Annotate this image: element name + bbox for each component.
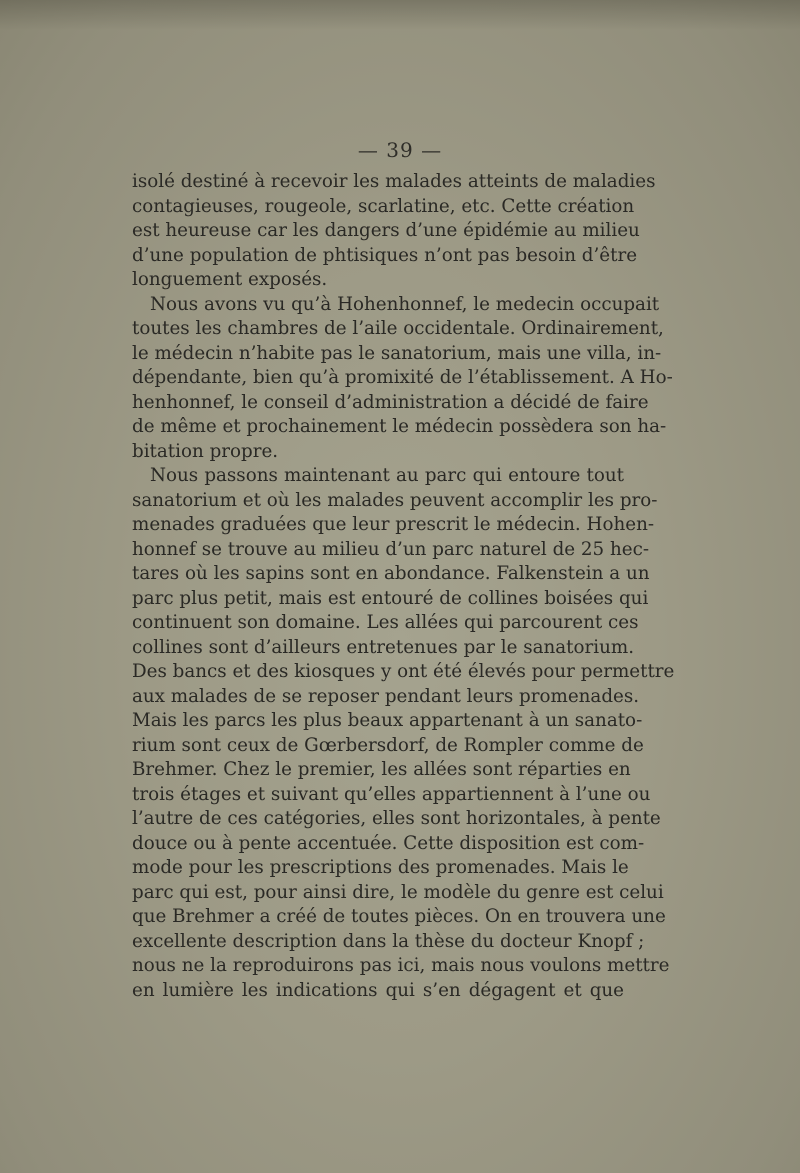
text-line: menades graduées que leur prescrit le médecin. Hohen- bbox=[132, 514, 655, 535]
text-line: le médecin n’habite pas le sanatorium, mais une villa, in- bbox=[132, 342, 662, 364]
text-line: longuement exposés. bbox=[132, 269, 328, 290]
text-line: rium sont ceux de Gœrbersdorf, de Rompler comme de bbox=[132, 734, 644, 756]
text-line: Nous avons vu qu’à Hohenhonnef, le medecin occupait bbox=[150, 293, 660, 315]
text-line: l’autre de ces catégories, elles sont horizontales, à pente bbox=[132, 808, 661, 829]
text-line: douce ou à pente accentuée. Cette disposition est com- bbox=[132, 832, 645, 854]
text-line: Mais les parcs les plus beaux appartenant à un sanato- bbox=[132, 710, 643, 731]
text-line: Nous passons maintenant au parc qui entoure tout bbox=[150, 465, 624, 486]
text-line: toutes les chambres de l’aile occidentale. Ordinairement, bbox=[132, 318, 664, 339]
text-line: que Brehmer a créé de toutes pièces. On en trouvera une bbox=[132, 906, 666, 927]
text-line: de même et prochainement le médecin possèdera son ha- bbox=[132, 416, 667, 437]
text-line: parc qui est, pour ainsi dire, le modèle du genre est celui bbox=[132, 881, 664, 903]
text-line: est heureuse car les dangers d’une épidémie au milieu bbox=[132, 220, 640, 241]
text-line: mode pour les prescriptions des promenades. Mais le bbox=[132, 857, 629, 878]
text-line: dépendante, bien qu’à promixité de l’établissement. A Ho- bbox=[132, 367, 673, 388]
text-line: sanatorium et où les malades peuvent accomplir les pro- bbox=[132, 489, 658, 511]
page-edge-shadow bbox=[0, 0, 800, 30]
text-line: excellente description dans la thèse du docteur Knopf ; bbox=[132, 930, 645, 952]
page-number: — 39 — bbox=[357, 138, 443, 162]
text-line: en lumière les indications qui s’en dégagent et que bbox=[132, 979, 624, 1001]
text-line: continuent son domaine. Les allées qui parcourent ces bbox=[132, 612, 639, 633]
text-line: contagieuses, rougeole, scarlatine, etc. Cette création bbox=[132, 195, 635, 217]
text-line: nous ne la reproduirons pas ici, mais nous voulons mettre bbox=[132, 955, 670, 976]
body-text bbox=[132, 170, 675, 1003]
text-line: collines sont d’ailleurs entretenues par le sanatorium. bbox=[132, 636, 635, 658]
text-line: henhonnef, le conseil d’administration a décidé de faire bbox=[132, 391, 649, 413]
text-line: bitation propre. bbox=[132, 440, 279, 462]
text-line: trois étages et suivant qu’elles appartiennent à l’une ou bbox=[132, 783, 651, 805]
text-line: tares où les sapins sont en abondance. Falkenstein a un bbox=[132, 563, 650, 584]
text-line: honnef se trouve au milieu d’un parc naturel de 25 hec- bbox=[132, 538, 650, 560]
text-line: d’une population de phtisiques n’ont pas besoin d’être bbox=[132, 244, 638, 266]
text-line: Des bancs et des kiosques y ont été élevés pour permettre bbox=[132, 661, 675, 682]
text-line: aux malades de se reposer pendant leurs promenades. bbox=[132, 685, 640, 707]
text-line: isolé destiné à recevoir les malades atteints de maladies bbox=[132, 171, 656, 192]
text-line: Brehmer. Chez le premier, les allées sont réparties en bbox=[132, 759, 631, 780]
text-line: parc plus petit, mais est entouré de collines boisées qui bbox=[132, 587, 649, 609]
